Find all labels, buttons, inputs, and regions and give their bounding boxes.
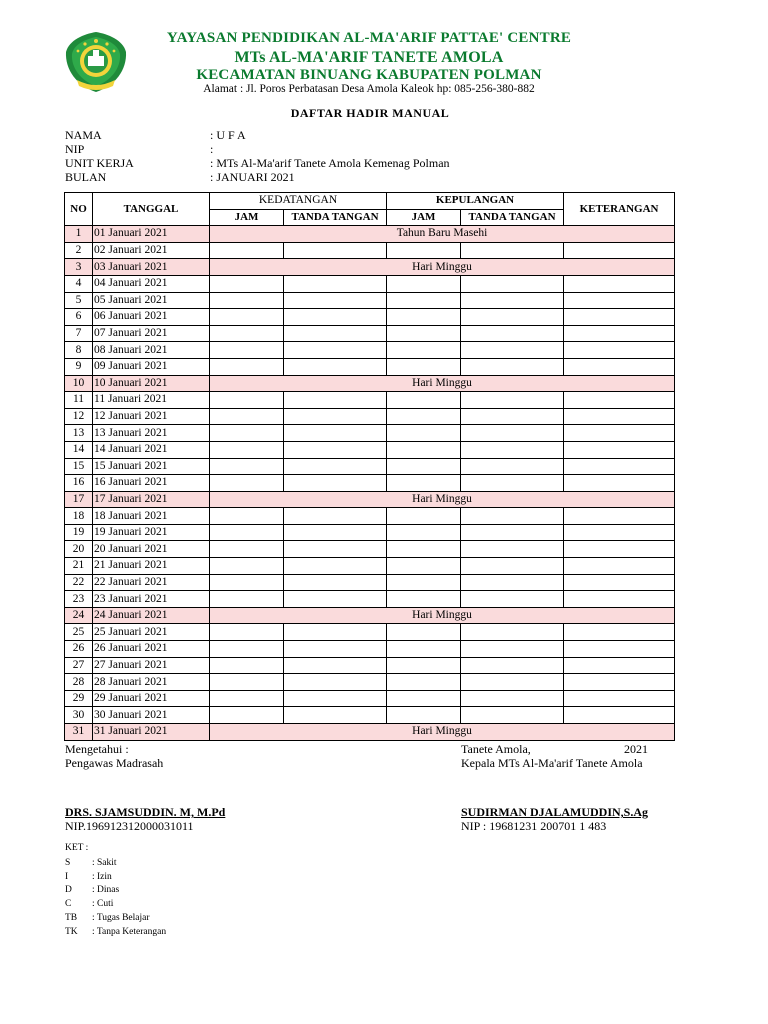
cell-jam-datang (210, 425, 284, 442)
row-date: 09 Januari 2021 (93, 358, 210, 375)
cell-jam-pulang (387, 441, 461, 458)
cell-ttd-datang (284, 425, 387, 442)
table-row (65, 690, 675, 707)
cell-keterangan (564, 574, 675, 591)
row-no: 6 (65, 309, 93, 326)
row-date: 02 Januari 2021 (93, 242, 210, 259)
cell-jam-pulang (387, 342, 461, 359)
legend-desc: : Sakit (92, 858, 117, 868)
cell-ttd-datang (284, 591, 387, 608)
table-row (65, 641, 675, 658)
school-address: Alamat : Jl. Poros Perbatasan Desa Amola Kaleok hp: 085-256-380-882 (203, 83, 535, 95)
known-by-label: Mengetahui : (65, 742, 129, 756)
row-no: 28 (65, 674, 93, 691)
header-jam-datang: JAM (210, 209, 284, 226)
table-row (65, 607, 675, 624)
cell-ttd-pulang (461, 558, 564, 575)
cell-jam-pulang (387, 408, 461, 425)
row-date: 04 Januari 2021 (93, 275, 210, 292)
info-label: NIP (65, 142, 85, 156)
legend-desc: : Tugas Belajar (92, 913, 150, 923)
header-keterangan: KETERANGAN (564, 193, 675, 226)
table-row (65, 707, 675, 724)
legend-desc: : Cuti (92, 899, 114, 909)
row-holiday: Hari Minggu (210, 491, 675, 508)
row-date: 08 Januari 2021 (93, 342, 210, 359)
supervisor-title: Pengawas Madrasah (65, 756, 164, 770)
cell-ttd-pulang (461, 458, 564, 475)
row-date: 23 Januari 2021 (93, 591, 210, 608)
cell-ttd-datang (284, 690, 387, 707)
row-no: 30 (65, 707, 93, 724)
info-label: UNIT KERJA (65, 156, 134, 170)
row-no: 12 (65, 408, 93, 425)
cell-jam-pulang (387, 242, 461, 259)
row-no: 31 (65, 724, 93, 741)
cell-keterangan (564, 342, 675, 359)
cell-keterangan (564, 591, 675, 608)
table-row (65, 591, 675, 608)
cell-jam-datang (210, 707, 284, 724)
cell-keterangan (564, 408, 675, 425)
table-row (65, 309, 675, 326)
cell-jam-pulang (387, 674, 461, 691)
info-value: : (210, 142, 214, 156)
cell-ttd-pulang (461, 392, 564, 409)
header-ttd-datang: TANDA TANGAN (284, 209, 387, 226)
cell-ttd-pulang (461, 275, 564, 292)
table-row (65, 275, 675, 292)
supervisor-nip: NIP.196912312000031011 (65, 819, 194, 833)
row-date: 27 Januari 2021 (93, 657, 210, 674)
info-label: BULAN (65, 170, 107, 184)
cell-ttd-datang (284, 292, 387, 309)
cell-ttd-datang (284, 242, 387, 259)
row-date: 19 Januari 2021 (93, 524, 210, 541)
cell-jam-pulang (387, 458, 461, 475)
attendance-table (64, 192, 675, 741)
cell-ttd-pulang (461, 242, 564, 259)
table-row (65, 657, 675, 674)
row-date: 28 Januari 2021 (93, 674, 210, 691)
legend-code: S (65, 858, 71, 868)
row-no: 8 (65, 342, 93, 359)
cell-keterangan (564, 690, 675, 707)
cell-jam-datang (210, 358, 284, 375)
legend-desc: : Dinas (92, 885, 120, 895)
cell-keterangan (564, 309, 675, 326)
cell-ttd-pulang (461, 475, 564, 492)
cell-jam-datang (210, 624, 284, 641)
cell-keterangan (564, 707, 675, 724)
cell-ttd-pulang (461, 425, 564, 442)
header-kedatangan: KEDATANGAN (210, 193, 387, 210)
table-row (65, 375, 675, 392)
row-no: 29 (65, 690, 93, 707)
cell-ttd-datang (284, 508, 387, 525)
cell-ttd-datang (284, 524, 387, 541)
cell-ttd-pulang (461, 641, 564, 658)
cell-ttd-datang (284, 441, 387, 458)
row-holiday: Hari Minggu (210, 259, 675, 276)
cell-jam-pulang (387, 275, 461, 292)
table-row (65, 724, 675, 741)
row-date: 16 Januari 2021 (93, 475, 210, 492)
supervisor-name: DRS. SJAMSUDDIN. M, M.Pd (65, 805, 226, 819)
table-row (65, 674, 675, 691)
row-holiday: Tahun Baru Masehi (210, 226, 675, 243)
row-date: 25 Januari 2021 (93, 624, 210, 641)
cell-ttd-datang (284, 458, 387, 475)
table-row (65, 292, 675, 309)
table-row (65, 491, 675, 508)
cell-ttd-datang (284, 707, 387, 724)
legend-desc: : Izin (92, 872, 112, 882)
cell-ttd-pulang (461, 690, 564, 707)
cell-jam-pulang (387, 657, 461, 674)
cell-jam-datang (210, 591, 284, 608)
table-row (65, 358, 675, 375)
row-no: 18 (65, 508, 93, 525)
row-no: 7 (65, 325, 93, 342)
row-holiday: Hari Minggu (210, 724, 675, 741)
cell-ttd-pulang (461, 292, 564, 309)
table-row (65, 441, 675, 458)
header-ttd-pulang: TANDA TANGAN (461, 209, 564, 226)
district-name: KECAMATAN BINUANG KABUPATEN POLMAN (196, 67, 542, 83)
row-no: 17 (65, 491, 93, 508)
cell-ttd-datang (284, 475, 387, 492)
table-row (65, 408, 675, 425)
cell-keterangan (564, 524, 675, 541)
cell-keterangan (564, 242, 675, 259)
cell-keterangan (564, 458, 675, 475)
row-date: 05 Januari 2021 (93, 292, 210, 309)
row-no: 15 (65, 458, 93, 475)
row-no: 27 (65, 657, 93, 674)
row-no: 1 (65, 226, 93, 243)
cell-ttd-datang (284, 275, 387, 292)
info-value: : MTs Al-Ma'arif Tanete Amola Kemenag Polman (210, 156, 450, 170)
cell-keterangan (564, 508, 675, 525)
cell-jam-datang (210, 641, 284, 658)
cell-jam-pulang (387, 524, 461, 541)
row-no: 3 (65, 259, 93, 276)
header-no: NO (65, 193, 93, 226)
header-tanggal: TANGGAL (93, 193, 210, 226)
cell-jam-pulang (387, 641, 461, 658)
row-no: 14 (65, 441, 93, 458)
cell-jam-pulang (387, 475, 461, 492)
row-date: 31 Januari 2021 (93, 724, 210, 741)
table-row (65, 425, 675, 442)
row-date: 15 Januari 2021 (93, 458, 210, 475)
row-no: 19 (65, 524, 93, 541)
cell-keterangan (564, 292, 675, 309)
row-date: 11 Januari 2021 (93, 392, 210, 409)
cell-jam-datang (210, 458, 284, 475)
cell-keterangan (564, 325, 675, 342)
principal-nip: NIP : 19681231 200701 1 483 (461, 819, 607, 833)
row-date: 26 Januari 2021 (93, 641, 210, 658)
table-row (65, 524, 675, 541)
cell-jam-pulang (387, 707, 461, 724)
cell-keterangan (564, 392, 675, 409)
cell-jam-datang (210, 475, 284, 492)
cell-ttd-pulang (461, 541, 564, 558)
row-no: 4 (65, 275, 93, 292)
cell-jam-datang (210, 242, 284, 259)
row-no: 2 (65, 242, 93, 259)
school-name: MTs AL-MA'ARIF TANETE AMOLA (234, 49, 504, 66)
cell-jam-pulang (387, 392, 461, 409)
row-no: 24 (65, 607, 93, 624)
row-date: 14 Januari 2021 (93, 441, 210, 458)
table-row (65, 392, 675, 409)
cell-keterangan (564, 425, 675, 442)
table-row (65, 259, 675, 276)
cell-keterangan (564, 674, 675, 691)
cell-jam-datang (210, 441, 284, 458)
info-value: : U F A (210, 128, 246, 142)
cell-ttd-pulang (461, 657, 564, 674)
table-row (65, 475, 675, 492)
cell-jam-pulang (387, 425, 461, 442)
cell-jam-datang (210, 690, 284, 707)
principal-name: SUDIRMAN DJALAMUDDIN,S.Ag (461, 805, 649, 819)
legend-code: C (65, 899, 72, 909)
cell-ttd-datang (284, 358, 387, 375)
legend-code: I (65, 872, 69, 882)
cell-jam-datang (210, 541, 284, 558)
row-no: 26 (65, 641, 93, 658)
table-row (65, 574, 675, 591)
cell-ttd-pulang (461, 591, 564, 608)
sign-place: Tanete Amola, (461, 742, 531, 756)
row-holiday: Hari Minggu (210, 607, 675, 624)
table-row (65, 558, 675, 575)
row-date: 10 Januari 2021 (93, 375, 210, 392)
row-date: 12 Januari 2021 (93, 408, 210, 425)
cell-jam-datang (210, 342, 284, 359)
cell-keterangan (564, 558, 675, 575)
row-date: 03 Januari 2021 (93, 259, 210, 276)
header-jam-pulang: JAM (387, 209, 461, 226)
cell-jam-pulang (387, 292, 461, 309)
table-row (65, 624, 675, 641)
row-date: 01 Januari 2021 (93, 226, 210, 243)
cell-jam-datang (210, 674, 284, 691)
cell-jam-pulang (387, 690, 461, 707)
table-row (65, 458, 675, 475)
row-date: 13 Januari 2021 (93, 425, 210, 442)
cell-jam-pulang (387, 309, 461, 326)
row-holiday: Hari Minggu (210, 375, 675, 392)
row-date: 29 Januari 2021 (93, 690, 210, 707)
row-no: 10 (65, 375, 93, 392)
row-no: 9 (65, 358, 93, 375)
header-kepulangan: KEPULANGAN (387, 193, 564, 210)
cell-ttd-datang (284, 574, 387, 591)
cell-ttd-datang (284, 674, 387, 691)
cell-jam-datang (210, 408, 284, 425)
cell-jam-datang (210, 292, 284, 309)
cell-ttd-pulang (461, 707, 564, 724)
cell-keterangan (564, 541, 675, 558)
cell-ttd-pulang (461, 342, 564, 359)
cell-ttd-datang (284, 558, 387, 575)
school-logo-icon (63, 30, 129, 94)
cell-jam-datang (210, 558, 284, 575)
row-no: 20 (65, 541, 93, 558)
row-date: 30 Januari 2021 (93, 707, 210, 724)
cell-ttd-pulang (461, 674, 564, 691)
row-date: 24 Januari 2021 (93, 607, 210, 624)
table-row (65, 226, 675, 243)
info-label: NAMA (65, 128, 102, 142)
cell-keterangan (564, 275, 675, 292)
cell-ttd-pulang (461, 408, 564, 425)
cell-ttd-pulang (461, 358, 564, 375)
cell-keterangan (564, 657, 675, 674)
cell-ttd-pulang (461, 508, 564, 525)
cell-jam-pulang (387, 624, 461, 641)
legend-desc: : Tanpa Keterangan (92, 927, 167, 937)
cell-jam-pulang (387, 508, 461, 525)
cell-keterangan (564, 475, 675, 492)
cell-ttd-datang (284, 309, 387, 326)
sign-year: 2021 (624, 742, 648, 756)
cell-jam-pulang (387, 574, 461, 591)
cell-ttd-datang (284, 541, 387, 558)
table-row (65, 508, 675, 525)
cell-jam-datang (210, 574, 284, 591)
info-value: : JANUARI 2021 (210, 170, 295, 184)
cell-jam-datang (210, 392, 284, 409)
cell-ttd-pulang (461, 624, 564, 641)
cell-ttd-datang (284, 624, 387, 641)
legend-code: D (65, 885, 72, 895)
foundation-name: YAYASAN PENDIDIKAN AL-MA'ARIF PATTAE' CENTRE (166, 30, 572, 46)
cell-ttd-pulang (461, 524, 564, 541)
cell-ttd-datang (284, 408, 387, 425)
cell-ttd-datang (284, 325, 387, 342)
cell-jam-pulang (387, 358, 461, 375)
cell-ttd-pulang (461, 325, 564, 342)
legend-title: KET : (65, 843, 89, 853)
cell-keterangan (564, 624, 675, 641)
table-row (65, 242, 675, 259)
row-no: 16 (65, 475, 93, 492)
cell-keterangan (564, 441, 675, 458)
principal-title: Kepala MTs Al-Ma'arif Tanete Amola (461, 756, 643, 770)
cell-keterangan (564, 641, 675, 658)
row-no: 5 (65, 292, 93, 309)
row-date: 21 Januari 2021 (93, 558, 210, 575)
table-row (65, 342, 675, 359)
row-no: 23 (65, 591, 93, 608)
cell-ttd-pulang (461, 574, 564, 591)
cell-jam-pulang (387, 558, 461, 575)
row-date: 06 Januari 2021 (93, 309, 210, 326)
cell-jam-datang (210, 309, 284, 326)
cell-jam-datang (210, 275, 284, 292)
cell-ttd-pulang (461, 309, 564, 326)
row-date: 17 Januari 2021 (93, 491, 210, 508)
table-row (65, 541, 675, 558)
row-no: 21 (65, 558, 93, 575)
cell-jam-pulang (387, 591, 461, 608)
cell-ttd-datang (284, 392, 387, 409)
row-no: 11 (65, 392, 93, 409)
row-date: 18 Januari 2021 (93, 508, 210, 525)
cell-keterangan (564, 358, 675, 375)
cell-ttd-pulang (461, 441, 564, 458)
table-row (65, 325, 675, 342)
cell-jam-datang (210, 524, 284, 541)
cell-ttd-datang (284, 641, 387, 658)
legend-code: TK (65, 927, 78, 937)
row-date: 20 Januari 2021 (93, 541, 210, 558)
row-date: 07 Januari 2021 (93, 325, 210, 342)
row-date: 22 Januari 2021 (93, 574, 210, 591)
cell-jam-pulang (387, 541, 461, 558)
attendance-rows (65, 226, 675, 740)
cell-ttd-datang (284, 342, 387, 359)
cell-jam-datang (210, 657, 284, 674)
document-title: DAFTAR HADIR MANUAL (290, 106, 450, 120)
row-no: 25 (65, 624, 93, 641)
cell-ttd-datang (284, 657, 387, 674)
cell-jam-datang (210, 325, 284, 342)
cell-jam-pulang (387, 325, 461, 342)
legend-code: TB (65, 913, 78, 923)
row-no: 13 (65, 425, 93, 442)
row-no: 22 (65, 574, 93, 591)
cell-jam-datang (210, 508, 284, 525)
